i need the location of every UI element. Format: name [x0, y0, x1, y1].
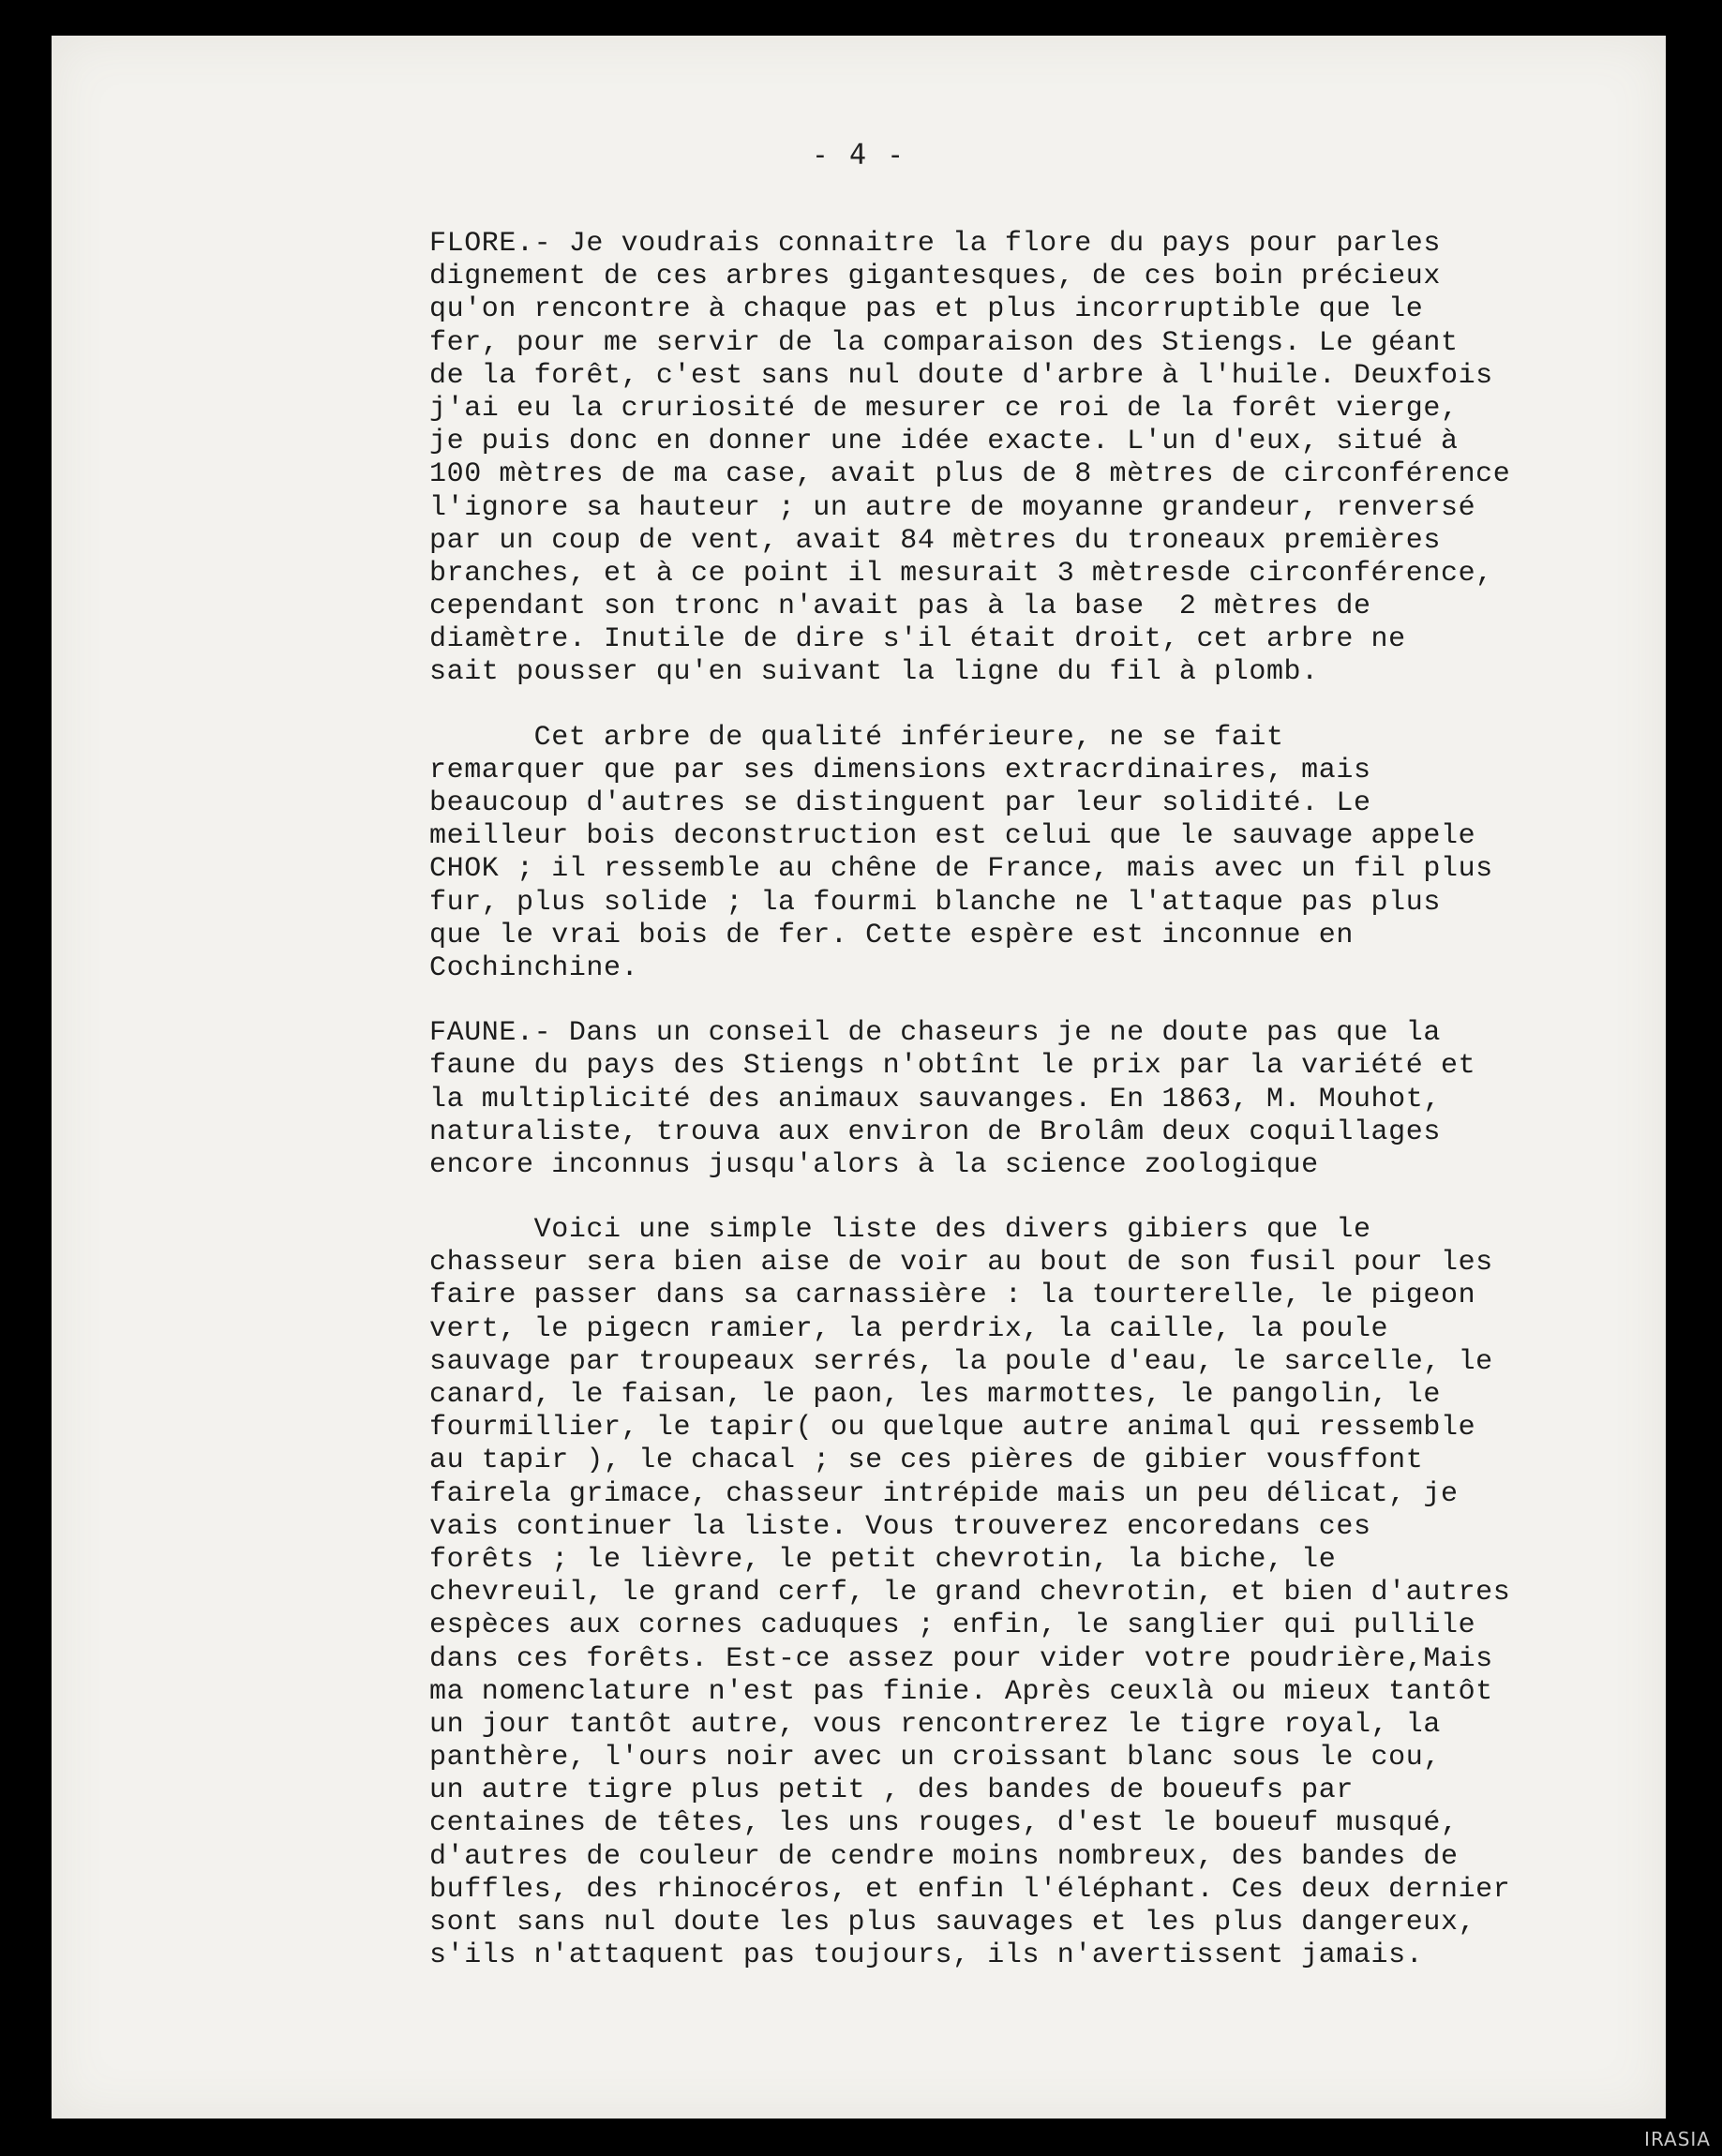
text-line: je puis donc en donner une idée exacte. L'un d'eux, situé à	[429, 426, 1459, 458]
text-line: faire passer dans sa carnassière : la tourterelle, le pigeon	[429, 1280, 1476, 1312]
text-line: dignement de ces arbres gigantesques, de ces boin précieux	[429, 261, 1441, 293]
text-line: s'ils n'attaquent pas toujours, ils n'avertissent jamais.	[429, 1939, 1424, 1972]
body-text	[429, 228, 1657, 2004]
text-line: Cet arbre de qualité inférieure, ne se fait	[429, 721, 1284, 754]
text-line: dans ces forêts. Est-ce assez pour vider votre poudrière,Mais	[429, 1642, 1493, 1675]
text-line: sauvage par troupeaux serrés, la poule d'eau, le sarcelle, le	[429, 1345, 1493, 1378]
text-line: diamètre. Inutile de dire s'il était droit, cet arbre ne	[429, 623, 1406, 656]
text-line: panthère, l'ours noir avec un croissant blanc sous le cou,	[429, 1742, 1441, 1774]
text-line: ma nomenclature n'est pas finie. Après ceuxlà ou mieux tantôt	[429, 1675, 1493, 1708]
text-line: d'autres de couleur de cendre moins nombreux, des bandes de	[429, 1840, 1459, 1873]
text-line: encore inconnus jusqu'alors à la science zoologique	[429, 1148, 1319, 1181]
text-line: Cochinchine.	[429, 951, 639, 984]
text-line: par un coup de vent, avait 84 mètres du troneaux premières	[429, 524, 1441, 557]
text-line: fer, pour me servir de la comparaison des Stiengs. Le géant	[429, 326, 1459, 359]
text-line: j'ai eu la cruriosité de mesurer ce roi de la forêt vierge,	[429, 392, 1459, 425]
text-line: chasseur sera bien aise de voir au bout de son fusil pour les	[429, 1247, 1493, 1280]
text-line: beaucoup d'autres se distinguent par leur solidité. Le	[429, 787, 1371, 819]
text-line: FLORE.- Je voudrais connaitre la flore du pays pour parles	[429, 228, 1441, 260]
text-line: canard, le faisan, le paon, les marmottes, le pangolin, le	[429, 1379, 1441, 1411]
paragraph-gibiers	[429, 1214, 1657, 1972]
text-line: sait pousser qu'en suivant la ligne du fil à plomb.	[429, 656, 1319, 689]
text-line: de la forêt, c'est sans nul doute d'arbre à l'huile. Deuxfois	[429, 359, 1493, 392]
text-line: Voici une simple liste des divers gibiers que le	[429, 1214, 1371, 1247]
text-line: remarquer que par ses dimensions extracrdinaires, mais	[429, 754, 1371, 786]
text-line: l'ignore sa hauteur ; un autre de moyanne grandeur, renversé	[429, 491, 1476, 524]
text-line: branches, et à ce point il mesurait 3 mètresde circonférence,	[429, 557, 1493, 590]
text-line: qu'on rencontre à chaque pas et plus incorruptible que le	[429, 293, 1424, 326]
paragraph-faune	[429, 1017, 1657, 1182]
text-line: un jour tantôt autre, vous rencontrerez le tigre royal, la	[429, 1708, 1441, 1741]
text-line: fourmillier, le tapir( ou quelque autre animal qui ressemble	[429, 1412, 1476, 1445]
text-line: fairela grimace, chasseur intrépide mais un peu délicat, je	[429, 1477, 1459, 1510]
text-line: vais continuer la liste. Vous trouverez encoredans ces	[429, 1510, 1371, 1543]
text-line: un autre tigre plus petit , des bandes de boueufs par	[429, 1774, 1354, 1807]
text-line: sont sans nul doute les plus sauvages et les plus dangereux,	[429, 1907, 1476, 1939]
text-line: fur, plus solide ; la fourmi blanche ne l'attaque pas plus	[429, 886, 1441, 919]
text-line: meilleur bois deconstruction est celui que le sauvage appele	[429, 820, 1476, 853]
text-line: chevreuil, le grand cerf, le grand chevrotin, et bien d'autres	[429, 1577, 1511, 1610]
text-line: vert, le pigecn ramier, la perdrix, la caille, la poule	[429, 1312, 1389, 1345]
text-line: la multiplicité des animaux sauvanges. En 1863, M. Mouhot,	[429, 1083, 1441, 1115]
text-line: que le vrai bois de fer. Cette espère est inconnue en	[429, 919, 1354, 951]
paragraph-flore	[429, 228, 1657, 690]
text-line: cependant son tronc n'avait pas à la base 2 mètres de	[429, 591, 1371, 623]
page-number: - 4 -	[811, 139, 906, 172]
paragraph-arbre	[429, 722, 1657, 986]
text-line: buffles, des rhinocéros, et enfin l'éléphant. Ces deux dernier	[429, 1873, 1511, 1906]
text-line: 100 mètres de ma case, avait plus de 8 mètres de circonférence	[429, 458, 1511, 491]
text-line: espèces aux cornes caduques ; enfin, le sanglier qui pullile	[429, 1610, 1476, 1642]
text-line: faune du pays des Stiengs n'obtînt le prix par la variété et	[429, 1050, 1476, 1083]
text-line: forêts ; le lièvre, le petit chevrotin, la biche, le	[429, 1543, 1337, 1576]
document-page	[52, 36, 1666, 2119]
text-line: centaines de têtes, les uns rouges, d'est le boueuf musqué,	[429, 1807, 1459, 1840]
text-line: CHOK ; il ressemble au chêne de France, mais avec un fil plus	[429, 853, 1493, 886]
text-line: au tapir ), le chacal ; se ces pières de gibier vousffont	[429, 1445, 1424, 1477]
text-line: FAUNE.- Dans un conseil de chaseurs je ne doute pas que la	[429, 1017, 1441, 1050]
text-line: naturaliste, trouva aux environ de Brolâm deux coquillages	[429, 1115, 1441, 1148]
watermark: IRASIA	[1644, 2128, 1711, 2150]
